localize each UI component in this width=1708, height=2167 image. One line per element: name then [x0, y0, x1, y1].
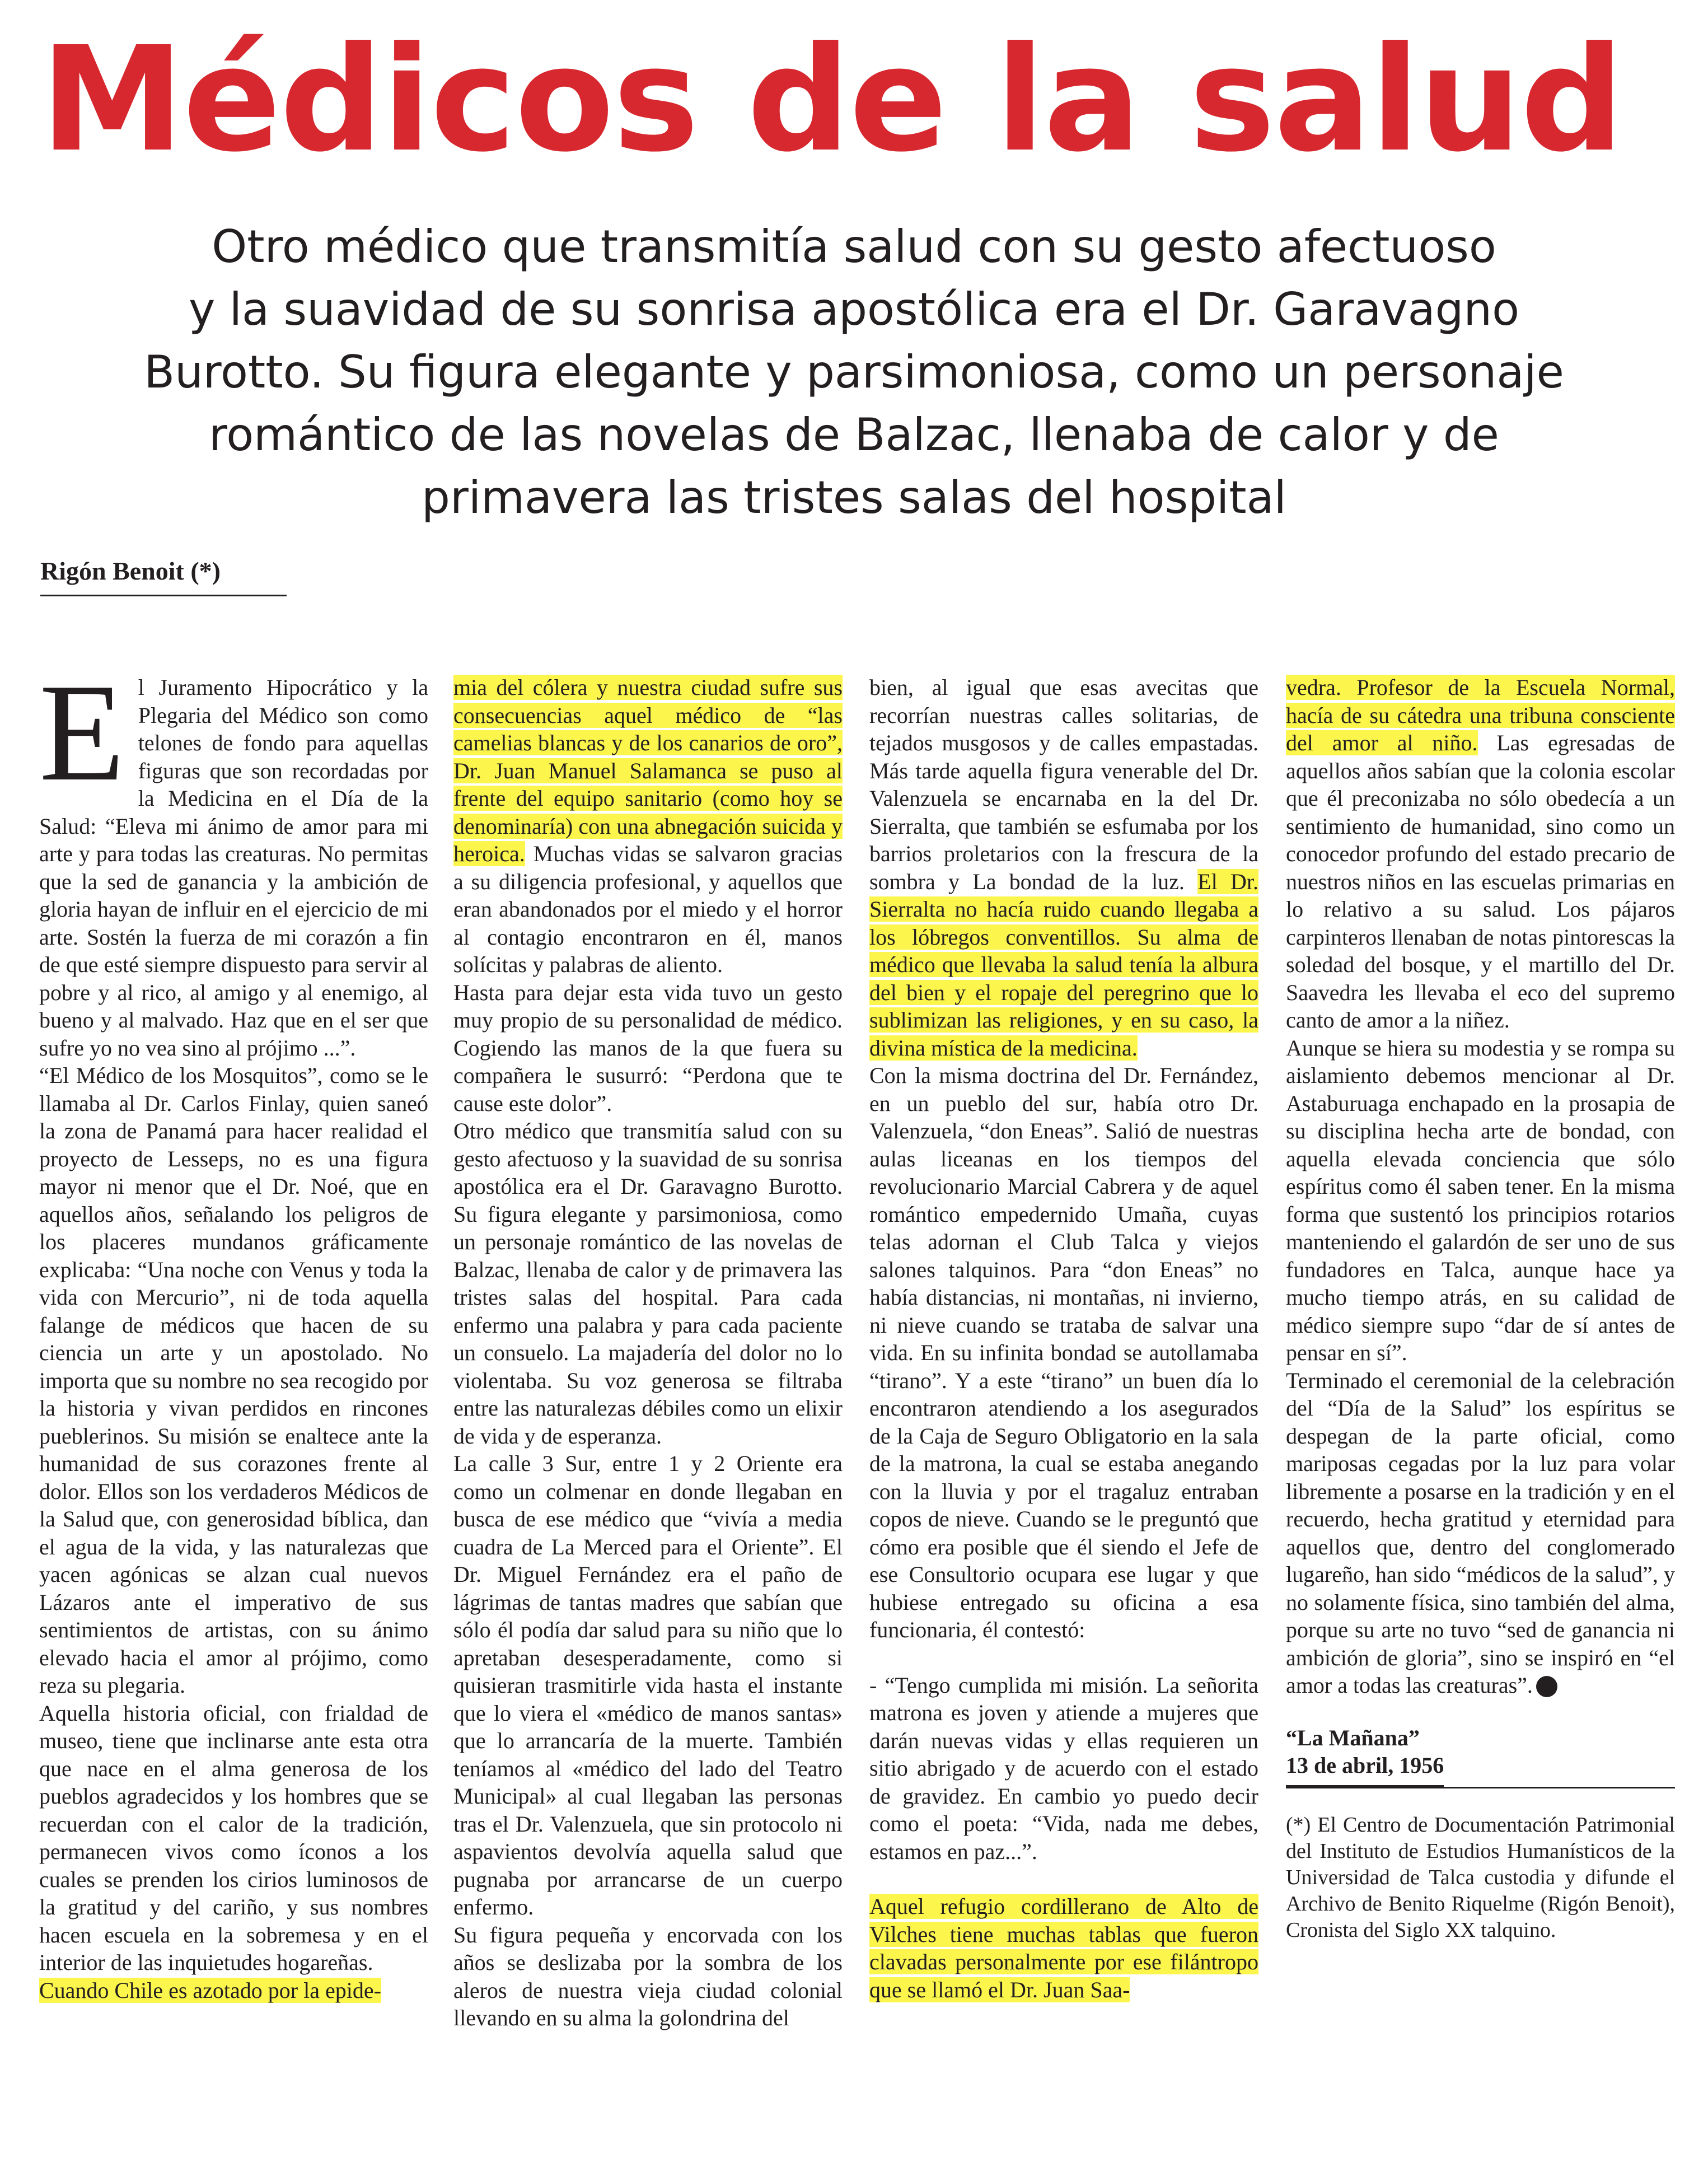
paragraph — [869, 1893, 1258, 2003]
paragraph: Otro médico que transmitía salud con su gesto afectuoso y la suavidad de su sonrisa apostólica era el Dr. Garavagno Burotto. Su figura elegante y parsimoniosa, como un personaje romántico de las novelas de Balzac, llenaba de calor y de primavera las tristes salas del hospital. Para cada enfermo una palabra y para cada paciente un consuelo. La majadería del dolor no lo violentaba. Su voz generosa se filtraba entre las naturalezas débiles como un elixir de vida y de esperanza. — [453, 1118, 843, 1449]
text-column-4 — [1286, 674, 1675, 1944]
text-column-1 — [39, 655, 428, 2004]
paragraph-text: bien, al igual que esas avecitas que recorrían nuestras calles solitarias, de tejados musgosos y de calles empastadas. Más tarde aquella figura venerable del Dr. Valenzuela se encarnaba en la del Dr. Sierralta, que también se esfumaba por los barrios proletarios con la frescura de la sombra y La bondad de la luz. — [869, 675, 1258, 894]
article-deck — [84, 216, 1624, 529]
highlighted-text: Cuando Chile es azotado por la epide- — [39, 1977, 381, 2003]
paragraph: Su figura pequeña y encorvada con los años se deslizaba por la sombra de los aleros de nuestra vieja ciudad colonial llevando en su alma la golondrina del — [453, 1922, 843, 2030]
paragraph-text: Las egresadas de aquellos años sabían que la colonia escolar que él preconizaba no sólo obedecía a un sentimiento de humanidad, sino como un conocedor profundo del estado precario de nuestros niños en las escuelas primarias en lo relativo a su salud. Los pájaros carpinteros llenaban de notas pintorescas la soledad del bosque, y el martillo del Dr. Saavedra les llevaba el eco del supremo canto de amor a la niñez. — [1286, 730, 1675, 1033]
paragraph-gap — [869, 1865, 1258, 1893]
paragraph-text: l Juramento Hipocrático y la Plegaria del Médico son como telones de fondo para aquellas figuras que son recordadas por la Medicina en el Día de la Salud: “Eleva mi ánimo de amor para mi arte y para todas las creaturas. No permitas que la sed de ganancia y la ambición de gloria hayan de influir en el ejercicio de mi arte. Sostén la fuerza de mi corazón a fin de que esté siempre dispuesto para servir al pobre y al rico, al amigo y al enemigo, al bueno y al malvado. Haz que en el ser que sufre yo no vea sino al prójimo ...”. — [39, 675, 428, 1061]
paragraph: La calle 3 Sur, entre 1 y 2 Oriente era como un colmenar en donde llegaban en busca de ese médico que “vivía a media cuadra de La Merced para el Oriente”. El Dr. Miguel Fernández era el paño de lágrimas de tantas madres que sabían que sólo él podía dar salud para su niño que lo apretaban desesperadamente, como si quisieran trasmitirle vida hasta el instante que lo viera el «médico de manos santas» que lo arrancaría de la muerte. También teníamos al «médico del lado del Teatro Municipal» al cual llegaban las personas tras el Dr. Valenzuela, que sin protocolo ni aspavientos devolvía aquella salud que pugnaba por arrancarse de un cuerpo enfermo. — [453, 1451, 843, 1920]
source-name: “La Mañana” — [1286, 1725, 1420, 1750]
paragraph — [869, 674, 1258, 1062]
highlighted-text: El Dr. Sierralta no hacía ruido cuando llegaba a los lóbregos conventillos. Su alma de médico que llevaba la salud tenía la albura del bien y el ropaje del peregrino que lo sublimizan las religiones, y en su caso, la divina mística de la medicina. — [869, 868, 1259, 1061]
drop-cap: E — [39, 655, 125, 810]
paragraph-text: Muchas vidas se salvaron gracias a su diligencia profesional, y aquellos que eran abandonados por el miedo y el horror al contagio encontraron en él, manos solícitas y palabras de aliento. — [453, 841, 843, 977]
paragraph: Aquella historia oficial, con frialdad de museo, tiene que inclinarse ante esta otra que nace en el alma generosa de los pueblos agradecidos y los hombres que se recuerdan con el calor de la tradición, permanecen vivos como íconos a los cuales se prenden los cirios luminosos de la gratitud y del cariño, y sus nombres hacen escuela en la sobremesa y en el interior de las inquietudes hogareñas. — [39, 1700, 428, 1975]
paragraph — [453, 674, 843, 979]
text-column-2 — [453, 674, 843, 2032]
source-credit — [1286, 1724, 1444, 1787]
text-column-3 — [869, 674, 1258, 2003]
source-date: 13 de abril, 1956 — [1286, 1753, 1444, 1778]
deck-line: y la suavidad de su sonrisa apostólica era el Dr. Garavagno — [188, 283, 1520, 335]
quote-paragraph: - “Tengo cumplida mi misión. La señorita matrona es joven y atiende a mujeres que darán nuevas vidas y ellas requieren un sitio abrigado y de acuerdo con el estado de gravidez. En cambio yo puedo decir como el poeta: “Vida, nada me debes, estamos en paz...”. — [869, 1672, 1258, 1864]
byline: Rigón Benoit (*) — [40, 554, 287, 596]
paragraph — [1286, 674, 1675, 1034]
highlighted-text: Aquel refugio cordillerano de Alto de Vilches tiene muchas tablas que fueron clavadas personalmente por ese filántropo que se llamó el Dr. Juan Saa- — [869, 1894, 1258, 2002]
deck-line: romántico de las novelas de Balzac, llenaba de calor y de — [209, 409, 1499, 461]
paragraph-gap — [869, 1644, 1258, 1671]
paragraph: Con la misma doctrina del Dr. Fernández, en un pueblo del sur, había otro Dr. Valenzuela, “don Eneas”. Salió de nuestras aulas liceanas en los tiempos del revolucionario Marcial Cabrera y de aquel romántico empedernido Umaña, cuyas telas adornan el Club Talca y viejos salones talquinos. Para “don Eneas” no había distancias, ni montañas, ni invierno, ni nieve cuando se trataba de salvar una vida. En su infinita bondad se autollamaba “tirano”. Y a este “tirano” un buen día lo encontraron atendiendo a los asegurados de la Caja de Seguro Obligatorio en la sala de la matrona, la cual se estaba anegando con la lluvia y por el tragaluz entraban copos de nieve. Cuando se le preguntó que cómo era posible que él siendo el Jefe de ese Consultorio ocupara ese lugar y que hubiese entregado su oficina a esa funcionaria, él contestó: — [869, 1063, 1258, 1642]
deck-line: primavera las tristes salas del hospital — [422, 471, 1286, 524]
paragraph — [39, 1977, 428, 2005]
paragraph — [1286, 1367, 1675, 1699]
paragraph — [39, 655, 428, 1062]
article-title: Médicos de la salud — [40, 16, 1623, 184]
footnote: (*) El Centro de Documentación Patrimonial del Instituto de Estudios Humanísticos de la Universidad de Talca custodia y difunde el Archivo de Benito Riquelme (Rigón Benoit), Cronista del Siglo XX talquino. — [1286, 1787, 1675, 1944]
paragraph: Hasta para dejar esta vida tuvo un gesto muy propio de su personalidad de médico. Cogiendo las manos de la que fuera su compañera le susurró: “Perdona que te cause este dolor”. — [453, 979, 843, 1116]
highlighted-text: vedra. Profesor de la Escuela Normal, hacía de su cátedra una tribuna consciente del amor al niño. — [1286, 675, 1675, 755]
paragraph: Aunque se hiera su modestia y se rompa su aislamiento debemos mencionar al Dr. Astaburuaga enchapado en la prosapia de su disciplina hecha arte de bondad, con aquella elevada conciencia que sólo espíritus como él saben tener. En la misma forma que sustentó los principios rotarios manteniendo el galardón de ser uno de sus fundadores en Talca, aunque hace ya mucho tiempo atrás, en su calidad de médico siempre supo “dar de sí antes de pensar en sí”. — [1286, 1035, 1675, 1365]
highlighted-text: mia del cólera y nuestra ciudad sufre sus consecuencias aquel médico de “las camelias blancas y de los canarios de oro”, Dr. Juan Manuel Salamanca se puso al frente del equipo sanitario (como hoy se denominaría) con una abnegación suicida y heroica. — [453, 675, 843, 866]
paragraph: “El Médico de los Mosquitos”, como se le llamaba al Dr. Carlos Finlay, quien saneó la zona de Panamá para hacer realidad el proyecto de Lesseps, no es una figura mayor ni menor que el Dr. Noé, que en aquellos años, señalando los peligros de los placeres mundanos gráficamente explicaba: “Una noche con Venus y toda la vida con Mercurio”, ni de toda aquella falange de médicos que hacen de su ciencia un arte y un apostolado. No importa que su nombre no sea recogido por la historia y vivan perdidos en rincones pueblerinos. Su misión se enaltece ante la humanidad de sus corazones frente al dolor. Ellos son los verdaderos Médicos de la Salud que, con generosidad bíblica, dan el agua de la vida, y las naturalezas que yacen agónicas se alzan cual nuevos Lázaros ante el imperativo de sus sentimientos de artistas, con su ánimo elevado hacia el amor al prójimo, como reza su plegaria. — [39, 1063, 428, 1698]
deck-line: Burotto. Su figura elegante y parsimoniosa, como un personaje — [144, 346, 1564, 398]
deck-line: Otro médico que transmitía salud con su gesto afectuoso — [212, 221, 1496, 273]
paragraph-text: Terminado el ceremonial de la celebración del “Día de la Salud” los espíritus se despegan de la parte oficial, como mariposas cegadas por la luz para volar libremente a posarse en la tradición y en el recuerdo, hecha gratitud y eternidad para aquellos que, dentro del conglomerado lugareño, han sido “médicos de la salud”, y no solamente física, sino también del alma, porque su arte no tuvo “sed de ganancia ni ambición de gloria”, sino se inspiró en “el amor a todas las creaturas”. — [1286, 1367, 1675, 1698]
end-mark-icon — [1536, 1676, 1557, 1697]
